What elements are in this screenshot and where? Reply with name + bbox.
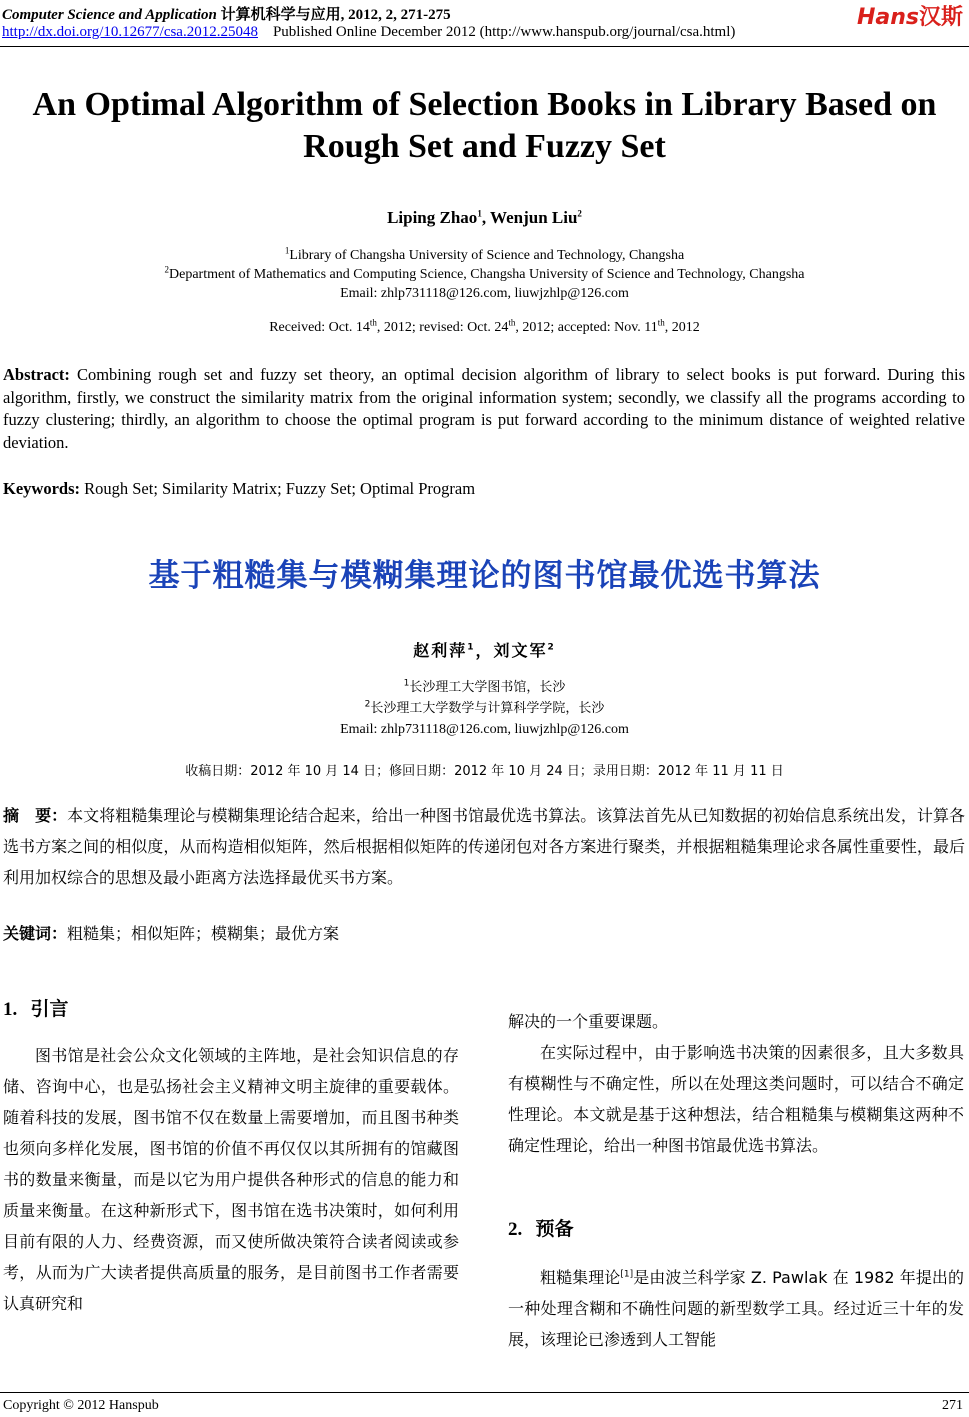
english-keywords: Keywords: Rough Set; Similarity Matrix; Fuzzy Set; Optimal Program [3, 479, 476, 498]
left-column [3, 1040, 459, 1319]
english-affiliations: $^1$Library of Changsha University of Science and Technology, Changsha $^2$Department of Mathematics and Computing Science, Changsha University of Science and Technology, Changsha Email: zhlp731118@126.com, liuwjzhlp@126.com [0, 246, 969, 303]
english-title: An Optimal Algorithm of Selection Books in Library Based on Rough Set and Fuzzy Set [32, 86, 937, 165]
citation-ref[interactable]: [1] [620, 1269, 634, 1280]
copyright: Copyright © 2012 Hanspub [3, 1398, 159, 1413]
page-number: 271 [942, 1398, 963, 1413]
right-column-top [508, 1006, 964, 1161]
doi-line [2, 24, 735, 41]
chinese-email: Email: zhlp731118@126.com, liuwjzhlp@126.com [340, 722, 629, 737]
chinese-title: 基于粗糙集与模糊集理论的图书馆最优选书算法 [148, 558, 821, 594]
chinese-received-dates: 收稿日期：2012 年 10 月 14 日；修回日期：2012 年 10 月 24 日；录用日期：2012 年 11 月 11 日 [185, 764, 784, 779]
section-2-paragraph-1: 粗糙集理论[1]是由波兰科学家 Z. Pawlak 在 1982 年提出的一种处理含糊和不确性问题的新型数学工具。经过近三十年的发展，该理论已渗透到人工智能 [508, 1268, 964, 1349]
header-rule [0, 46, 969, 47]
chinese-affiliations: $^1$长沙理工大学图书馆，长沙 $^2$长沙理工大学数学与计算科学学院，长沙 Email: zhlp731118@126.com, liuwjzhlp@126.com [0, 677, 969, 740]
english-received-dates: Received: Oct. 14th, 2012; revised: Oct. 24th, 2012; accepted: Nov. 11th, 2012 [269, 317, 700, 335]
published-text: Published Online December 2012 (http://www.hanspub.org/journal/csa.html) [272, 24, 736, 40]
chinese-authors: 赵利萍$^1$，刘文军$^2$ [413, 641, 556, 660]
paragraph-continuation: 解决的一个重要课题。 [508, 1012, 669, 1031]
journal-name: Computer Science and Application [2, 7, 217, 23]
publisher-logo: Hans汉斯 [856, 5, 963, 30]
journal-cn-citation: 计算机科学与应用, 2012, 2, 271-275 [220, 7, 451, 23]
chinese-abstract: 摘 要：本文将粗糙集理论与模糊集理论结合起来，给出一种图书馆最优选书算法。该算法首先从已知数据的初始信息系统出发，计算各选书方案之间的相似度，从而构造相似矩阵，然后根据相似矩阵的传递闭包对各方案进行聚类，并根据粗糙集理论求各属性重要性，最后利用加权综合的思想及最小距离方法选择最优买书方案。 [3, 806, 965, 887]
footer-rule [0, 1392, 969, 1393]
running-header [2, 3, 451, 24]
section-1-paragraph-2: 在实际过程中，由于影响选书决策的因素很多，且大多数具有模糊性与不确定性，所以在处理这类问题时，可以结合不确定性理论。本文就是基于这种想法，结合粗糙集与模糊集这两种不确定性理论，给出一种图书馆最优选书算法。 [508, 1043, 964, 1155]
english-email: Email: zhlp731118@126.com, liuwjzhlp@126.com [340, 286, 629, 301]
section-1-paragraph-1: 图书馆是社会公众文化领域的主阵地，是社会知识信息的存储、咨询中心，也是弘扬社会主义精神文明主旋律的重要载体。随着科技的发展，图书馆不仅在数量上需要增加，而且图书种类也须向多样化发展，图书馆的价值不再仅仅以其所拥有的馆藏图书的数量来衡量，而是以它为用户提供各种形式的信息的能力和质量来衡量。在这种新形式下，图书馆在选书决策时，如何利用目前有限的人力、经费资源，而又使所做决策符合读者阅读或参考，从而为广大读者提供高质量的服务，是目前图书工作者需要认真研究和 [3, 1046, 459, 1313]
right-column-bottom [508, 1262, 964, 1355]
english-authors: Liping Zhao$^1$, Wenjun Liu$^2$ [387, 208, 582, 227]
doi-link[interactable]: http://dx.doi.org/10.12677/csa.2012.25048 [2, 24, 258, 40]
chinese-keywords: 关键词：粗糙集；相似矩阵；模糊集；最优方案 [3, 924, 340, 943]
english-abstract: Abstract: Combining rough set and fuzzy set theory, an optimal decision algorithm of library to select books is put forward. During this algorithm, firstly, we construct the similarity matrix from the original information system; secondly, we classify all the programs according to fuzzy clustering; thirdly, an algorithm to choose the optimal program is put forward according to the minimum distance of weighted relative deviation. [3, 365, 965, 452]
section-1-heading: 1. 引言 [3, 998, 69, 1020]
section-2-heading: 2. 预备 [508, 1218, 574, 1240]
